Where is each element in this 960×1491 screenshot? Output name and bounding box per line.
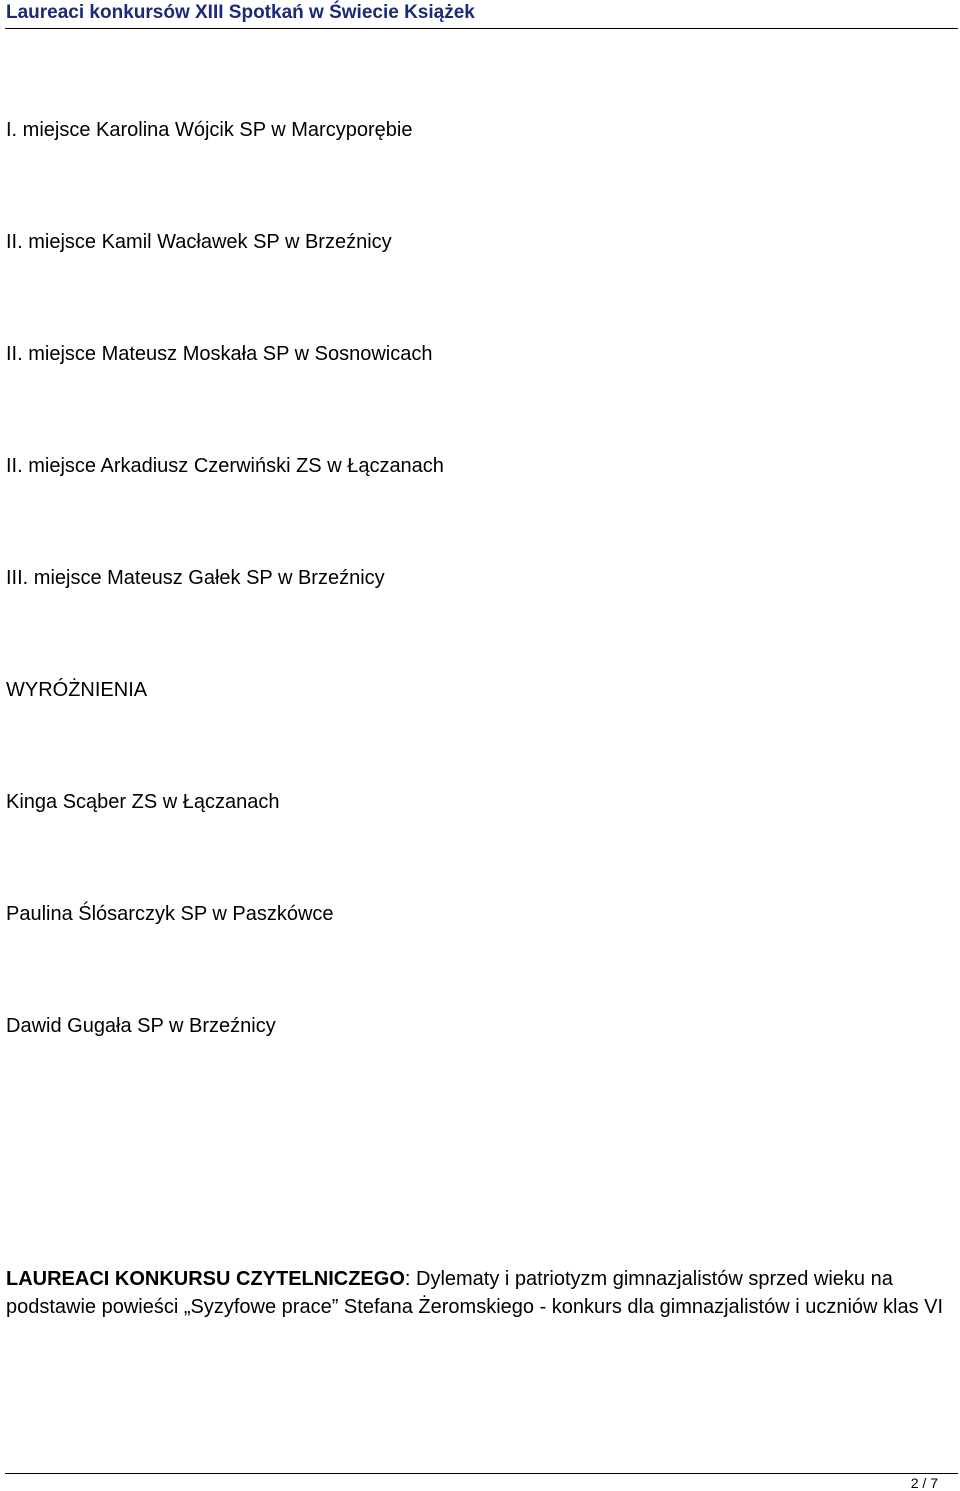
contest-paragraph (6, 1265, 946, 1321)
document-header-title: Laureaci konkursów XIII Spotkań w Świecie Książek (6, 2, 475, 23)
page-number: 2 / 7 (910, 1475, 938, 1491)
contest-heading: LAUREACI KONKURSU CZYTELNICZEGO (6, 1268, 405, 1290)
result-line-third-place: III. miejsce Mateusz Gałek SP w Brzeźnicy (6, 567, 385, 589)
result-line-second-place-3: II. miejsce Arkadiusz Czerwiński ZS w Łączanach (6, 455, 444, 477)
result-line-first-place: I. miejsce Karolina Wójcik SP w Marcyporębie (6, 119, 413, 141)
contest-description: : Dylematy i patriotyzm gimnazjalistów sprzed wieku na podstawie powieści „Syzyfowe prace” Stefana Żeromskiego - konkurs dla gimnazjalistów i uczniów klas VI (6, 1268, 944, 1318)
distinction-line-1: Kinga Scąber ZS w Łączanach (6, 791, 280, 813)
result-line-second-place-2: II. miejsce Mateusz Moskała SP w Sosnowicach (6, 343, 433, 365)
distinctions-heading: WYRÓŻNIENIA (6, 679, 148, 701)
distinction-line-3: Dawid Gugała SP w Brzeźnicy (6, 1015, 276, 1037)
footer-divider (5, 1473, 958, 1474)
distinction-line-2: Paulina Ślósarczyk SP w Paszkówce (6, 903, 334, 925)
header-divider (5, 28, 958, 29)
result-line-second-place-1: II. miejsce Kamil Wacławek SP w Brzeźnicy (6, 231, 392, 253)
